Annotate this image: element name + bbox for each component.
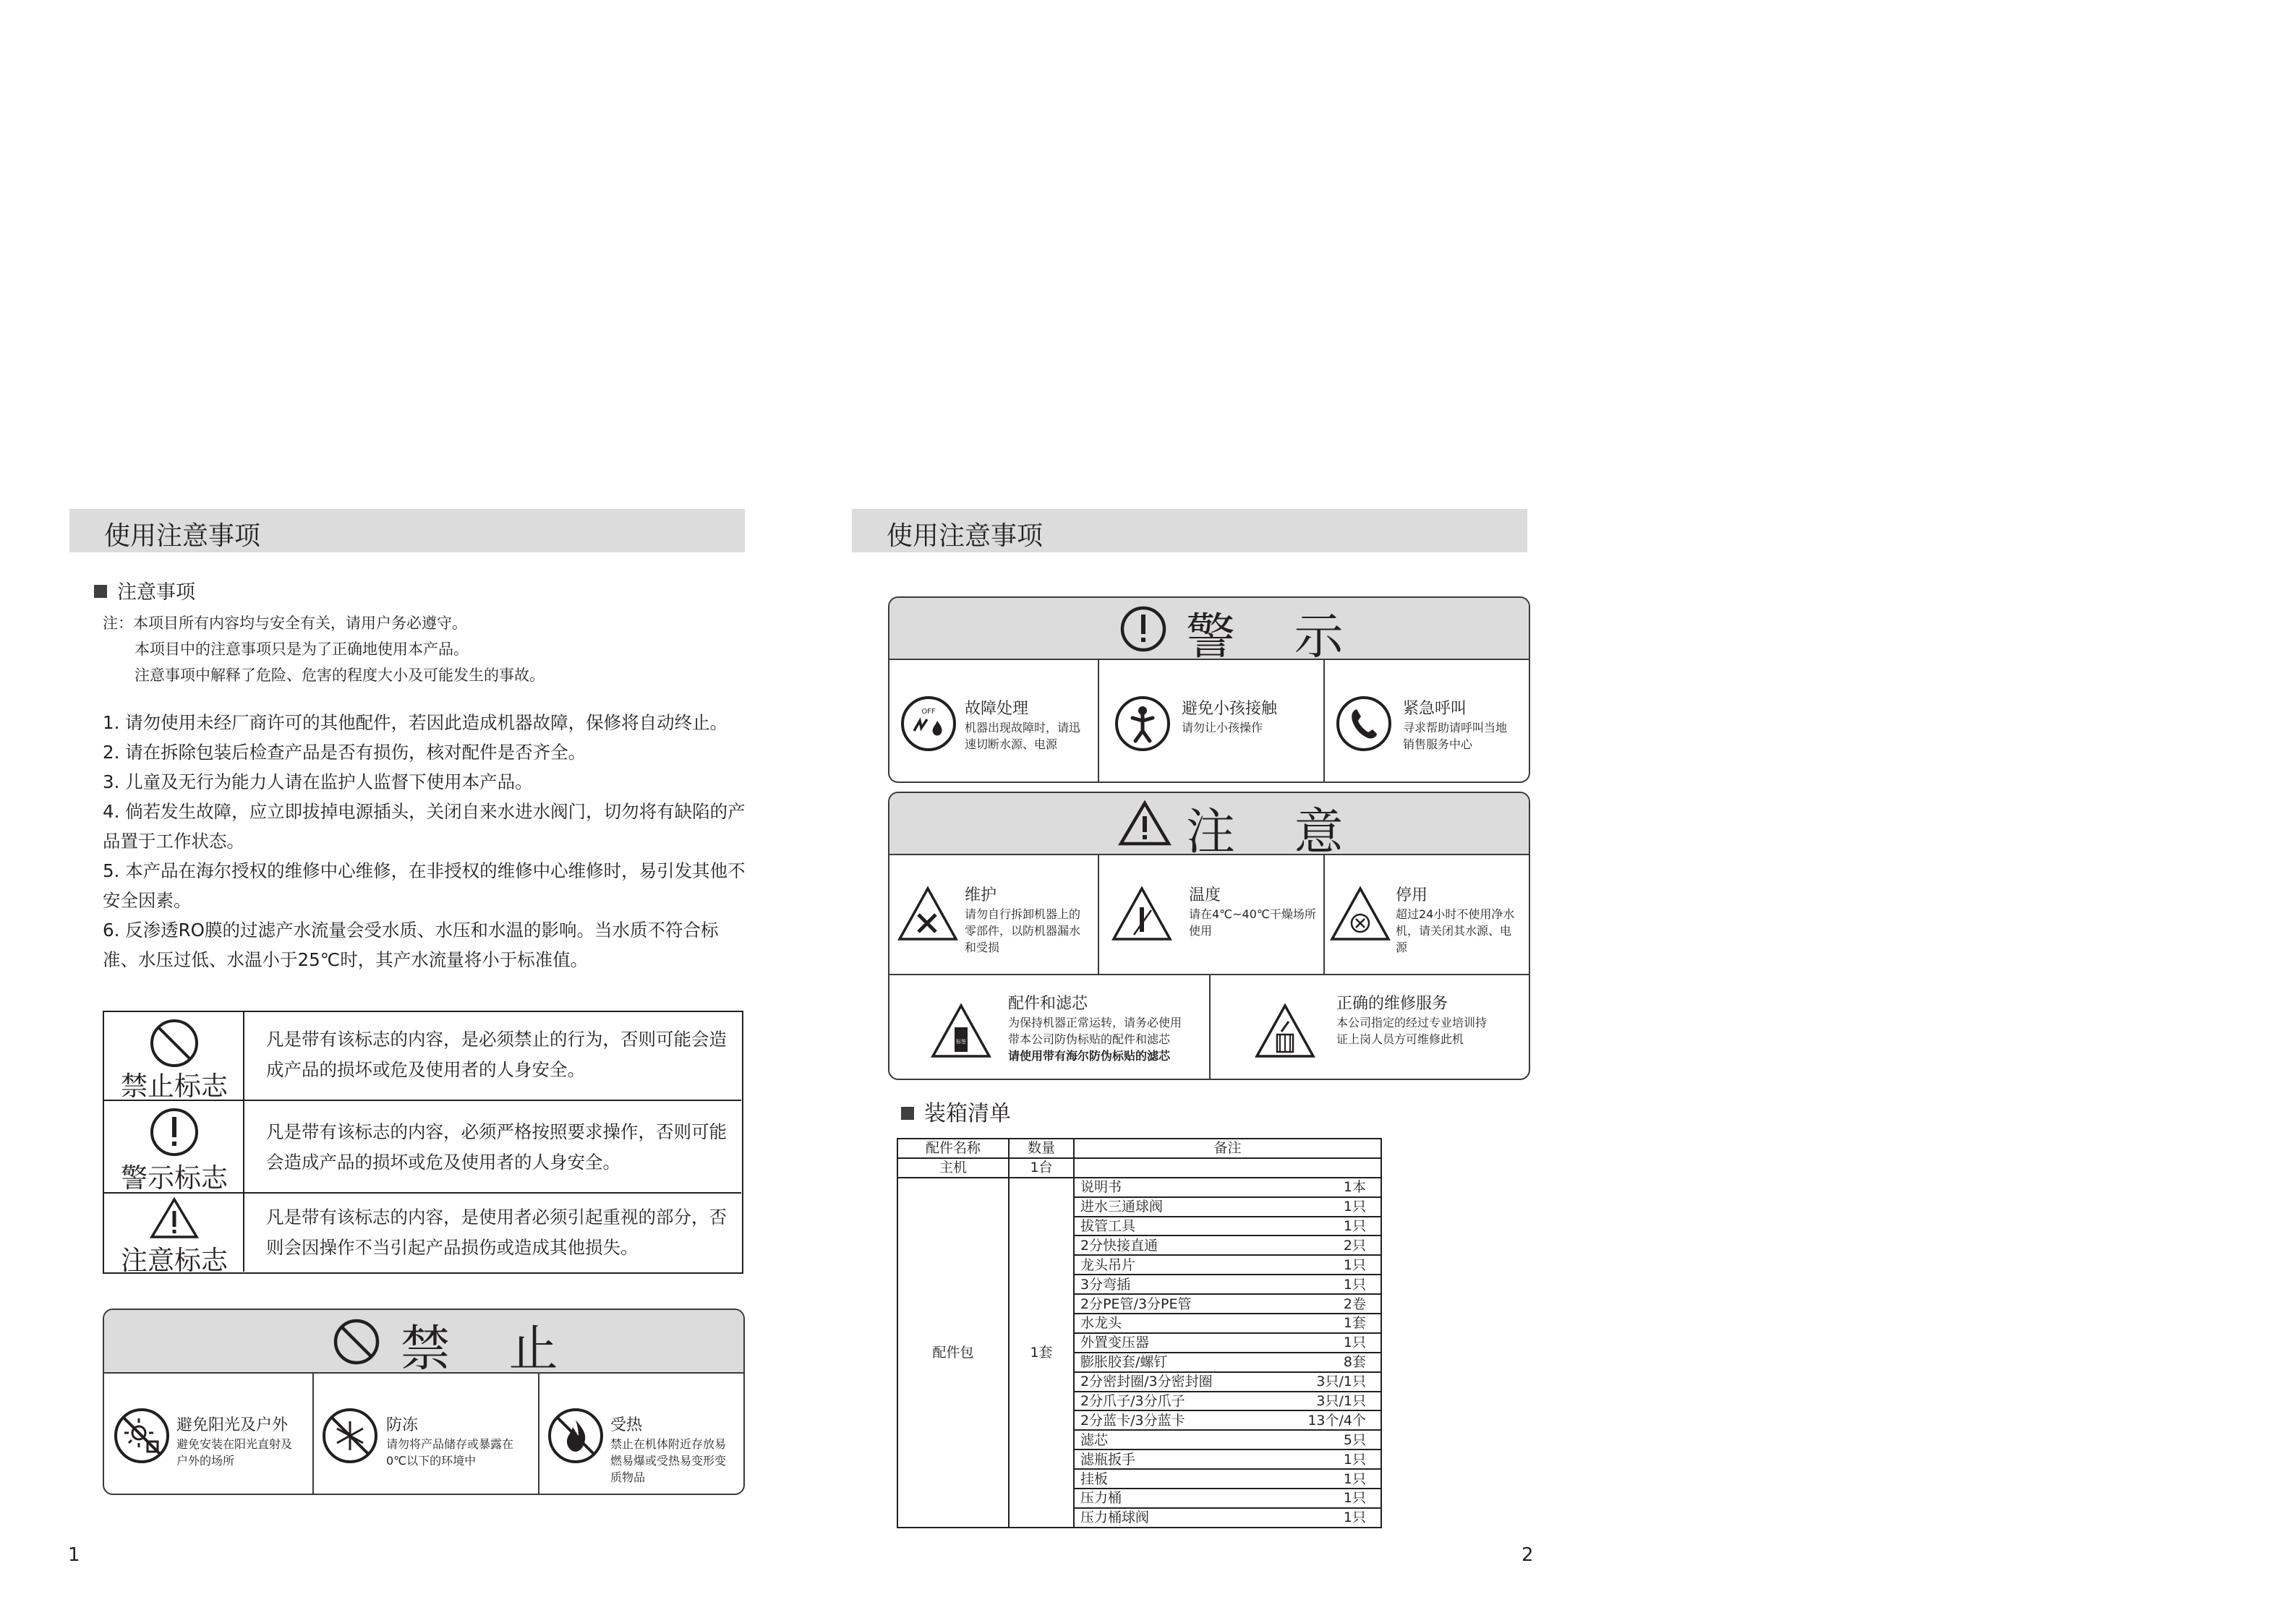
caution-cell: [889, 975, 1211, 1080]
legend-label: 警示标志: [121, 1162, 228, 1194]
warning-cell-title: 紧急呼叫: [1403, 700, 1467, 718]
caution-cell-desc-line: 证上岗人员方可维修此机: [1336, 1032, 1464, 1046]
exclamation-icon: [1119, 605, 1167, 653]
item-qty: 5只: [1343, 1431, 1366, 1448]
prohibit-cell-desc: [386, 1436, 513, 1469]
item-name: 进水三通球阀: [1080, 1199, 1164, 1215]
item-qty: 1套: [1343, 1315, 1366, 1332]
caution-cell-title: 维护: [965, 886, 997, 904]
column-header: 数量: [1009, 1139, 1074, 1158]
no-sunlight-icon: [113, 1407, 171, 1465]
item-name: 2分蓝卡/3分蓝卡: [1080, 1412, 1185, 1429]
item-name: 挂板: [1080, 1470, 1109, 1487]
column-header: 配件名称: [897, 1139, 1009, 1158]
warning-panel-title: 警 示: [1186, 609, 1365, 666]
caution-cell-desc-line: 机，请关闭其水源、电: [1396, 924, 1512, 938]
item-qty: 1只: [1343, 1335, 1366, 1351]
warning-cell-desc: [1403, 719, 1507, 753]
legend-description-line: 凡是带有该标志的内容，是使用者必须引起重视的部分，否: [266, 1207, 727, 1228]
caution-cell-desc-line: 本公司指定的经过专业培训持: [1336, 1016, 1488, 1029]
item-name: 拔管工具: [1080, 1218, 1136, 1234]
legend-symbol-cell: [104, 1101, 244, 1192]
item-name: 膨胀胶套/螺钉: [1080, 1354, 1168, 1371]
legend-symbol-cell: [104, 1012, 244, 1100]
caution-cell-desc-line: 源: [1396, 941, 1408, 954]
item-name: 2分密封圈/3分密封圈: [1080, 1374, 1213, 1390]
caution-cell-title: 温度: [1189, 886, 1221, 904]
packing-section-title: [901, 1095, 1011, 1127]
caution-cell: [1325, 855, 1530, 975]
warning-cell-desc-line: 请勿让小孩操作: [1182, 721, 1263, 735]
caution-cell: [1211, 975, 1530, 1080]
phone-icon: [1335, 695, 1393, 753]
table-cell: [1074, 1197, 1381, 1217]
table-cell: [1074, 1392, 1381, 1411]
legend-description: [266, 1202, 729, 1263]
prohibit-cell-desc: [610, 1436, 726, 1486]
caution-cell-desc-bold: 请使用带有海尔防伪标贴的滤芯: [1008, 1049, 1171, 1063]
prohibit-cell: [539, 1374, 745, 1495]
item-qty: 2卷: [1343, 1296, 1366, 1312]
note-line: 注意事项中解释了危险、危害的程度大小及可能发生的事故。: [135, 667, 545, 684]
table-cell: 1台: [1009, 1158, 1074, 1178]
filter-warning-icon: [930, 1003, 992, 1059]
item-qty: 1只: [1343, 1470, 1366, 1487]
group-qty-cell: 1套: [1009, 1178, 1074, 1528]
square-bullet-icon: [94, 585, 107, 598]
legend-row-caution: [104, 1194, 741, 1276]
warning-cell-desc-line: 速切断水源、电源: [965, 737, 1058, 751]
page1-header: [69, 509, 745, 552]
warning-cell: [1325, 660, 1530, 783]
item-qty: 1只: [1343, 1256, 1366, 1273]
square-bullet-icon: [901, 1107, 914, 1120]
notice-item: 1. 请勿使用未经厂商许可的其他配件，若因此造成机器故障，保修将自动终止。: [103, 712, 728, 733]
tools-warning-icon: [897, 886, 959, 942]
stop-warning-icon: [1329, 886, 1391, 942]
warning-cell-desc-line: 销售服务中心: [1403, 737, 1473, 751]
prohibit-cell-desc-line: 避免安装在阳光直射及: [176, 1437, 293, 1451]
item-qty: 2只: [1343, 1237, 1366, 1254]
notice-item: 安全因素。: [103, 890, 192, 911]
table-cell: [1074, 1469, 1381, 1489]
caution-cell-desc: [965, 906, 1080, 956]
caution-cell-desc-line: 带本公司防伪标贴的配件和滤芯: [1008, 1032, 1171, 1046]
item-qty: 1本: [1343, 1179, 1366, 1196]
warning-panel: [888, 596, 1530, 783]
table-cell: [1074, 1508, 1381, 1528]
item-name: 2分快接直通: [1080, 1237, 1158, 1254]
notes-section-title: [94, 576, 195, 604]
packing-section-title-text: 装箱清单: [924, 1101, 1011, 1126]
prohibited-icon: [333, 1318, 380, 1366]
legend-row-prohibit: [104, 1012, 741, 1101]
prohibit-cell-title: 避免阳光及户外: [176, 1416, 289, 1434]
item-name: 水龙头: [1080, 1315, 1122, 1332]
caution-cell-desc-line: 为保持机器正常运转，请务必使用: [1008, 1016, 1182, 1029]
prohibit-cell-desc-line: 禁止在机体附近存放易: [610, 1437, 727, 1451]
item-name: 龙头吊片: [1080, 1256, 1136, 1273]
notice-item: 4. 倘若发生故障，应立即拔掉电源插头，关闭自来水进水阀门，切勿将有缺陷的产: [103, 801, 746, 822]
prohibit-cell-desc-line: 户外的场所: [176, 1454, 235, 1468]
warning-triangle-icon: [1118, 800, 1172, 847]
prohibit-panel-title: 禁 止: [401, 1321, 580, 1378]
prohibit-cell: [104, 1374, 314, 1495]
item-qty: 1只: [1343, 1218, 1366, 1234]
table-cell: [1074, 1430, 1381, 1449]
table-cell: [1074, 1353, 1381, 1372]
no-freeze-icon: [321, 1407, 379, 1465]
item-qty: 3只/1只: [1316, 1393, 1366, 1410]
caution-panel: [888, 792, 1530, 1080]
prohibit-cell-desc-line: 0℃以下的环境中: [386, 1454, 477, 1468]
caution-cell-desc: [1396, 906, 1514, 956]
legend-description-line: 成产品的损坏或危及使用者的人身安全。: [266, 1059, 585, 1080]
exclamation-icon: [149, 1107, 200, 1157]
warning-cell-desc: [1182, 719, 1263, 736]
prohibit-cell-desc-line: 质物品: [610, 1470, 646, 1484]
legend-description-line: 凡是带有该标志的内容，是必须禁止的行为，否则可能会造: [266, 1029, 727, 1050]
prohibit-cell-title: 受热: [610, 1416, 643, 1434]
caution-cell-title: 配件和滤芯: [1008, 995, 1088, 1013]
item-name: 压力桶球阀: [1080, 1509, 1150, 1526]
legend-row-warning: [104, 1101, 741, 1194]
item-qty: 1只: [1343, 1490, 1366, 1507]
item-name: 3分弯插: [1080, 1276, 1131, 1293]
legend-label: 注意标志: [121, 1245, 228, 1276]
caution-cell-desc-line: 请在4℃~40℃干燥场所: [1189, 907, 1316, 921]
table-cell: [1074, 1255, 1381, 1275]
notice-item: 品置于工作状态。: [103, 831, 244, 852]
warning-cell: [1099, 660, 1325, 783]
table-cell: [1074, 1158, 1381, 1178]
table-cell: [1074, 1449, 1381, 1469]
table-cell: [1074, 1372, 1381, 1392]
notice-item: 2. 请在拆除包装后检查产品是否有损伤，核对配件是否齐全。: [103, 742, 586, 763]
warning-cell: [889, 660, 1099, 783]
item-qty: 1只: [1343, 1199, 1366, 1215]
warning-panel-header: [889, 598, 1529, 666]
packing-list-table: [897, 1138, 1382, 1528]
table-cell: [1074, 1275, 1381, 1294]
legend-symbol-cell: [104, 1194, 244, 1276]
group-name-cell: 配件包: [897, 1178, 1009, 1528]
column-header: 备注: [1074, 1139, 1381, 1158]
legend-description-line: 凡是带有该标志的内容，必须严格按照要求操作，否则可能: [266, 1121, 727, 1142]
item-name: 压力桶: [1080, 1490, 1122, 1507]
caution-cell-desc: [1008, 1014, 1182, 1064]
legend-description: [266, 1024, 729, 1085]
item-qty: 1只: [1343, 1451, 1366, 1468]
caution-cell: [1099, 855, 1325, 975]
prohibit-cell-desc-line: 燃易爆或受热易变形变: [610, 1454, 727, 1468]
table-cell: [1074, 1333, 1381, 1353]
warning-cell-title: 故障处理: [965, 700, 1029, 718]
caution-cell-desc: [1189, 906, 1316, 939]
warning-cell-desc-line: 寻求帮助请呼叫当地: [1403, 721, 1508, 735]
item-name: 滤芯: [1080, 1431, 1109, 1448]
no-children-icon: [1114, 695, 1172, 753]
caution-panel-title: 注 意: [1186, 804, 1365, 861]
item-qty: 3只/1只: [1316, 1374, 1366, 1390]
caution-panel-header: [889, 793, 1529, 861]
table-cell: [1074, 1294, 1381, 1314]
caution-cell-title: 停用: [1396, 886, 1428, 904]
table-row: [897, 1178, 1381, 1197]
table-row: [897, 1158, 1381, 1178]
item-name: 外置变压器: [1080, 1335, 1150, 1351]
legend-description: [266, 1117, 729, 1178]
item-name: 2分爪子/3分爪子: [1080, 1393, 1185, 1410]
table-cell: [1074, 1217, 1381, 1236]
note-line: 本项目中的注意事项只是为了正确地使用本产品。: [135, 641, 469, 658]
item-name: 滤瓶扳手: [1080, 1451, 1136, 1468]
item-qty: 8套: [1343, 1354, 1366, 1371]
page2-header-title: 使用注意事项: [887, 521, 1044, 551]
repair-service-icon: [1254, 1003, 1316, 1059]
filter-label: 标签: [956, 1039, 966, 1045]
notice-item: 准、水压过低、水温小于25℃时，其产水流量将小于标准值。: [103, 949, 589, 970]
page1-header-title: 使用注意事项: [104, 521, 261, 551]
caution-cell-desc: [1336, 1014, 1487, 1048]
prohibit-panel: [103, 1309, 745, 1495]
warning-cell-desc: [965, 719, 1080, 753]
notes-section-title-text: 注意事项: [117, 581, 195, 604]
legend-label: 禁止标志: [121, 1071, 228, 1102]
page-number: 1: [68, 1544, 80, 1566]
item-name: 说明书: [1080, 1179, 1122, 1196]
prohibit-cell: [314, 1374, 539, 1495]
table-cell: [1074, 1410, 1381, 1430]
item-name: 2分PE管/3分PE管: [1080, 1296, 1192, 1312]
note-line: 注：本项目所有内容均与安全有关，请用户务必遵守。: [103, 614, 467, 632]
table-header-row: [897, 1139, 1381, 1158]
table-cell: 主机: [897, 1158, 1009, 1178]
off-label: OFF: [921, 708, 936, 716]
notice-item: 6. 反渗透RO膜的过滤产水流量会受水质、水压和水温的影响。当水质不符合标: [103, 920, 719, 941]
warning-triangle-icon: [149, 1196, 200, 1240]
table-cell: [1074, 1236, 1381, 1255]
warning-cell-desc-line: 机器出现故障时，请迅: [965, 721, 1081, 735]
table-cell: [1074, 1489, 1381, 1508]
notice-item: 5. 本产品在海尔授权的维修中心维修，在非授权的维修中心维修时，易引发其他不: [103, 860, 746, 881]
item-qty: 13个/4个: [1307, 1412, 1366, 1429]
legend-description-line: 会造成产品的损坏或危及使用者的人身安全。: [266, 1152, 620, 1173]
caution-cell-title: 正确的维修服务: [1336, 995, 1448, 1013]
item-qty: 1只: [1343, 1509, 1366, 1526]
caution-cell-desc-line: 使用: [1189, 924, 1213, 938]
notice-item: 3. 儿童及无行为能力人请在监护人监督下使用本产品。: [103, 771, 533, 792]
thermometer-warning-icon: [1111, 886, 1173, 942]
warning-cell-title: 避免小孩接触: [1182, 700, 1278, 718]
item-qty: 1只: [1343, 1276, 1366, 1293]
prohibit-cell-title: 防冻: [386, 1416, 419, 1434]
caution-cell-desc-line: 零部件，以防机器漏水: [965, 924, 1081, 938]
caution-cell-desc-line: 和受损: [965, 941, 1000, 954]
prohibit-panel-header: [104, 1310, 743, 1378]
page2-header: [852, 509, 1527, 552]
legend-description-line: 则会因操作不当引起产品损伤或造成其他损失。: [266, 1237, 639, 1258]
caution-cell-desc-line: 超过24小时不使用净水: [1396, 907, 1515, 921]
table-cell: [1074, 1178, 1381, 1197]
prohibit-cell-desc-line: 请勿将产品储存或暴露在: [386, 1437, 514, 1451]
symbol-legend-table: [103, 1011, 743, 1274]
table-cell: [1074, 1314, 1381, 1333]
power-off-icon: [900, 695, 957, 753]
prohibited-icon: [149, 1018, 200, 1069]
caution-cell: [889, 855, 1099, 975]
no-fire-icon: [547, 1407, 605, 1465]
page-number: 2: [1522, 1544, 1534, 1566]
prohibit-cell-desc: [176, 1436, 292, 1469]
caution-cell-desc-line: 请勿自行拆卸机器上的: [965, 907, 1081, 921]
